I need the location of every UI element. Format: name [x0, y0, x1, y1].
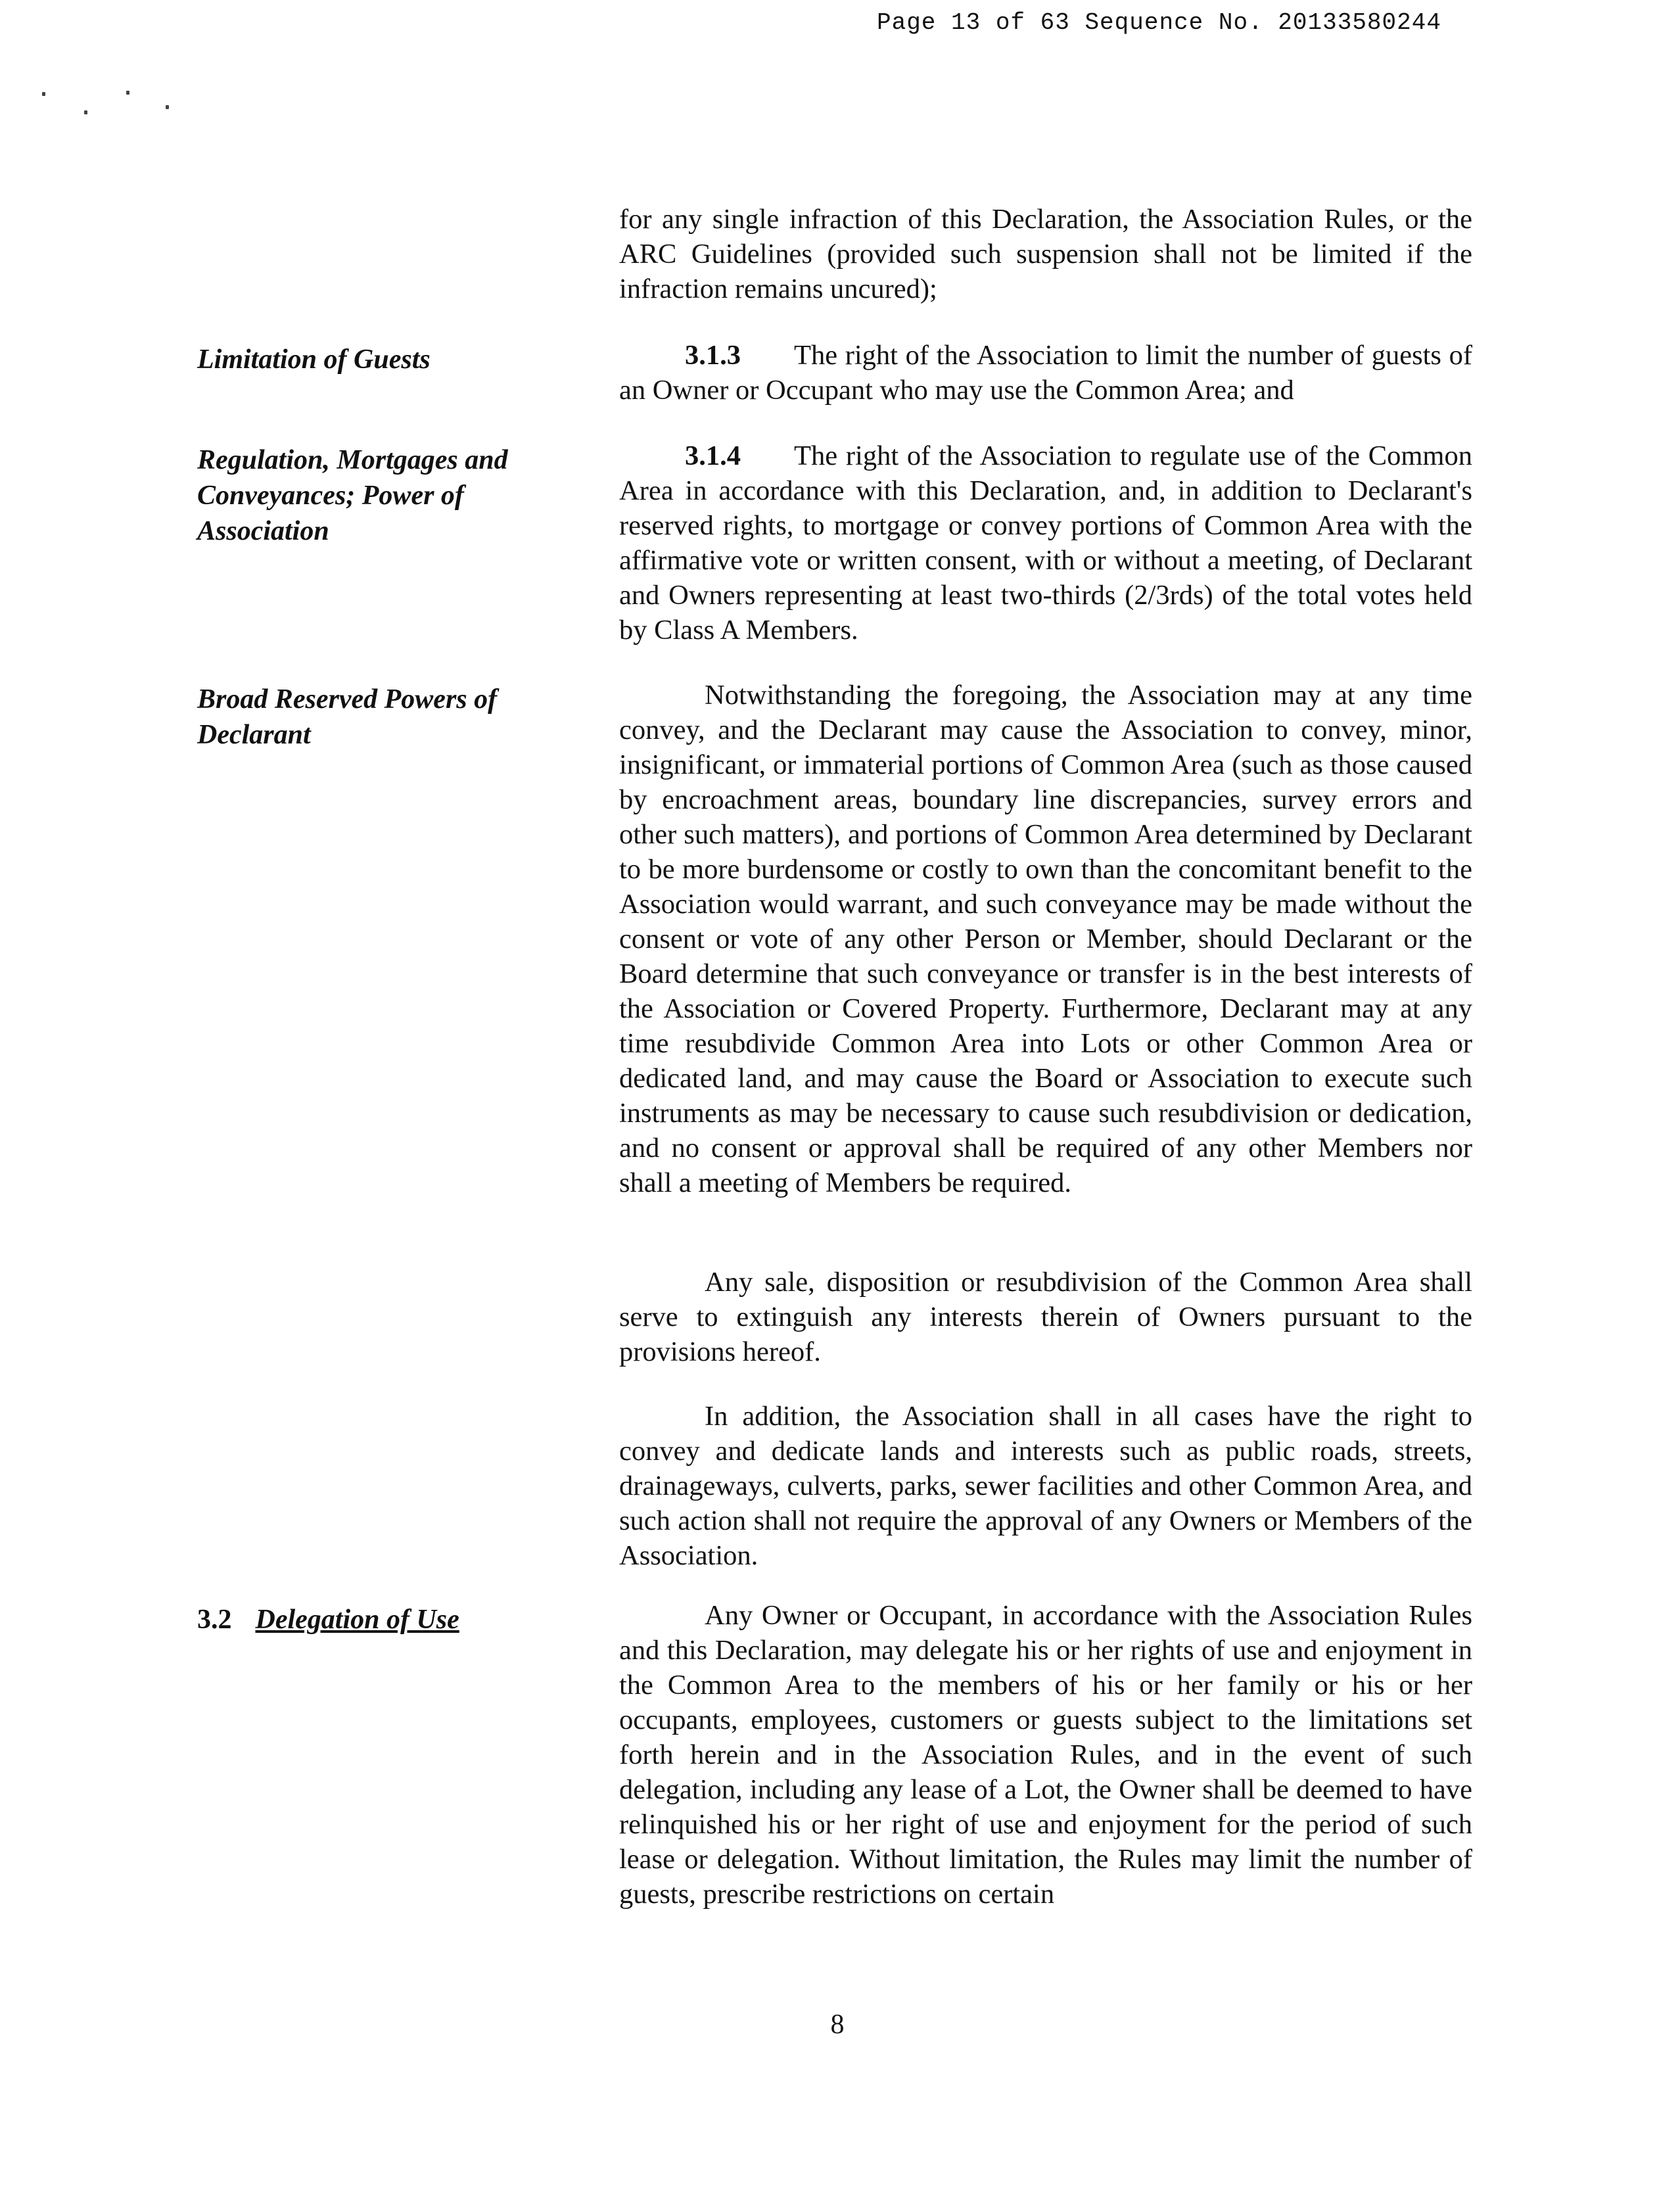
- section-number: 3.1.3: [685, 340, 741, 371]
- paragraph-delegation: Any Owner or Occupant, in accordance with the Association Rules and this Declaration, may delegate his or her rights of use and enjoyment in the Common Area to the members of his or her family or his or her occupants, employees, customers or guests subject to the limitations set forth herein and in the Association Rules, and in the event of such delegation, including any lease of a Lot, the Owner shall be deemed to have relinquished his or her right of use and enjoyment for the period of such lease or delegation. Without limitation, the Rules may limit the number of guests, prescribe restrictions on certain: [619, 1600, 1472, 1910]
- paragraph-continuation: for any single infraction of this Declaration, the Association Rules, or the ARC Guidelines (provided such suspension shall not be limited if the infraction remains uncured);: [619, 204, 1472, 304]
- paragraph-3-1-3: 3.1.3 The right of the Association to limit the number of guests of an Owner or Occupant who may use the Common Area; and: [619, 338, 1472, 408]
- sidebar-heading-limitation-guests: Limitation of Guests: [197, 344, 431, 375]
- paragraph-3-1-4: 3.1.4 The right of the Association to regulate use of the Common Area in accordance with this Declaration, and, in addition to Declarant's reserved rights, to mortgage or convey portions of Common Area with the affirmative vote or written consent, with or without a meeting, of Declarant and Owners representing at least two-thirds (2/3rds) of the total votes held by Class A Members.: [619, 438, 1472, 647]
- page-number: 8: [830, 2009, 845, 2040]
- section-number: 3.2: [197, 1605, 232, 1635]
- section-title: Delegation of Use: [255, 1605, 459, 1635]
- scan-speck: [42, 92, 45, 96]
- sidebar-heading-broad-powers: Broad Reserved Powers of Declarant: [197, 684, 498, 750]
- paragraph-in-addition: In addition, the Association shall in all cases have the right to convey and dedicate lands and interests such as public roads, streets, drainageways, culverts, parks, sewer facilities and other Common Area, and such action shall not require the approval of any Owners or Members of the Association.: [619, 1401, 1472, 1571]
- scan-speck: [126, 91, 129, 95]
- scan-speck: [166, 105, 169, 109]
- scan-speck: [84, 110, 87, 114]
- section-number: 3.1.4: [685, 440, 741, 471]
- paragraph-any-sale: Any sale, disposition or resubdivision of the Common Area shall serve to extinguish any interests therein of Owners pursuant to the provisions hereof.: [619, 1267, 1472, 1367]
- section-heading-delegation: [197, 1602, 565, 1637]
- page-header: Page 13 of 63 Sequence No. 20133580244: [877, 9, 1441, 36]
- sidebar-heading-regulation: Regulation, Mortgages and Conveyances; Power of Association: [197, 445, 508, 546]
- paragraph-notwithstanding: Notwithstanding the foregoing, the Association may at any time convey, and the Declarant may cause the Association to convey, minor, insignificant, or immaterial portions of Common Area (such as those caused by encroachment areas, boundary line discrepancies, survey errors and other such matters), and portions of Common Area determined by Declarant to be more burdensome or costly to own than the concomitant benefit to the Association would warrant, and such conveyance may be made without the consent or vote of any other Person or Member, should Declarant or the Board determine that such conveyance or transfer is in the best interests of the Association or Covered Property. Furthermore, Declarant may at any time resubdivide Common Area into Lots or other Common Area or dedicated land, and may cause the Board or Association to execute such instruments as may be necessary to cause such resubdivision or dedication, and no consent or approval shall be required of any other Members nor shall a meeting of Members be required.: [619, 680, 1472, 1198]
